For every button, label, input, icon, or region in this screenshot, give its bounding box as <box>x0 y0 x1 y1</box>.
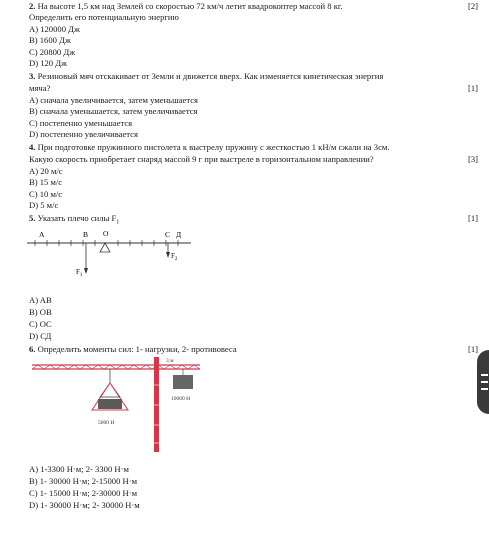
force1-arrowhead-icon <box>84 268 88 274</box>
q6-text: Определить моменты сил: 1- нагрузки, 2- противовеса <box>37 344 237 354</box>
q3-option-b: B) сначала уменьшается, затем увеличивается <box>29 106 198 116</box>
crane-mast <box>154 357 159 452</box>
q3-line1 <box>29 71 383 81</box>
q4-text-line1: При подготовке пружинного пистолета к выстрелу пружину с жесткостью 1 кН/м сжали на 3см. <box>37 142 390 152</box>
q3-option-a: A) сначала увеличивается, затем уменьшается <box>29 95 198 105</box>
q4-number: 4. <box>29 142 36 152</box>
lever-label-b: B <box>83 230 89 239</box>
q4-text-line2: Какую скорость приобретает снаряд массой 9 г при выстреле в горизонтальном направлении? <box>29 154 374 164</box>
q2-mark: [2] <box>467 1 478 11</box>
q3-mark: [1] <box>467 83 478 93</box>
q5-option-d: D) СД <box>29 331 52 341</box>
lever-label-o: O <box>103 229 109 238</box>
q5-text: Указать плечо силы F <box>37 213 117 223</box>
q2-option-a: A) 120000 Дж <box>29 24 80 34</box>
q4-option-a: A) 20 м/с <box>29 166 63 176</box>
q2-option-b: B) 1600 Дж <box>29 35 71 45</box>
lever-label-a: A <box>39 230 45 239</box>
side-menu-tab[interactable] <box>477 350 489 414</box>
q4-option-c: C) 10 м/с <box>29 189 63 199</box>
q5-option-a: A) AB <box>29 295 52 305</box>
menu-icon <box>481 374 488 376</box>
q3-text-line1: Резиновый мяч отскакивает от Земли и движется вверх. Как изменяется кинетическая энергия <box>37 71 384 81</box>
force1-label: $F_1$ <box>76 268 83 278</box>
q2-text-line1: На высоте 1,5 км над Землей со скоростью 72 км/ч летит квадрокоптер массой 8 кг. <box>37 1 343 11</box>
q4-mark: [3] <box>467 154 478 164</box>
distance-label: 3 м <box>166 358 174 364</box>
lever-label-d: Д <box>176 230 182 239</box>
q5-option-c: C) OC <box>29 319 52 329</box>
q5-number: 5. <box>29 213 36 223</box>
q5-option-b: B) OB <box>29 307 52 317</box>
q2-option-c: C) 20800 Дж <box>29 47 76 57</box>
q6-option-a: A) 1-3300 Н·м; 2- 3300 Н·м <box>29 464 129 474</box>
counterweight-block <box>173 375 193 389</box>
counterweight-label: 10000 Н <box>171 396 191 402</box>
q3-text-line2: мяча? <box>29 83 51 93</box>
q6-number: 6. <box>29 344 36 354</box>
q3-option-c: C) постепенно уменьшается <box>29 118 133 128</box>
force2-label: $F_2$ <box>171 252 178 262</box>
q2-number: 2. <box>29 1 36 11</box>
lever-label-c: C <box>165 230 171 239</box>
q5-mark: [1] <box>467 213 478 223</box>
force2-arrowhead-icon <box>166 252 170 258</box>
q6-mark: [1] <box>467 344 478 354</box>
load-label: 5000 Н <box>98 420 115 426</box>
q6-line1 <box>29 344 237 354</box>
q6-option-c: C) 1- 15000 Н·м; 2-30000 Н·м <box>29 488 138 498</box>
q2-option-d: D) 120 Дж <box>29 58 68 68</box>
q5-line1 <box>29 213 119 227</box>
q4-line1 <box>29 142 389 152</box>
pivot-icon <box>100 243 110 252</box>
q3-number: 3. <box>29 71 36 81</box>
q6-option-d: D) 1- 30000 Н·м; 2- 30000 Н·м <box>29 500 140 510</box>
q4-option-d: D) 5 м/с <box>29 200 59 210</box>
q3-option-d: D) постепенно увеличивается <box>29 129 138 139</box>
q4-option-b: B) 15 м/с <box>29 177 63 187</box>
q2-line1 <box>29 1 343 11</box>
load-block <box>98 399 122 409</box>
q6-option-b: B) 1- 30000 Н·м; 2-15000 Н·м <box>29 476 138 486</box>
q2-text-line2: Определить его потенциальную энергию <box>29 12 179 22</box>
crane-diagram <box>30 355 205 455</box>
lever-diagram <box>25 226 195 278</box>
q5-text-sub: 1 <box>116 219 120 226</box>
